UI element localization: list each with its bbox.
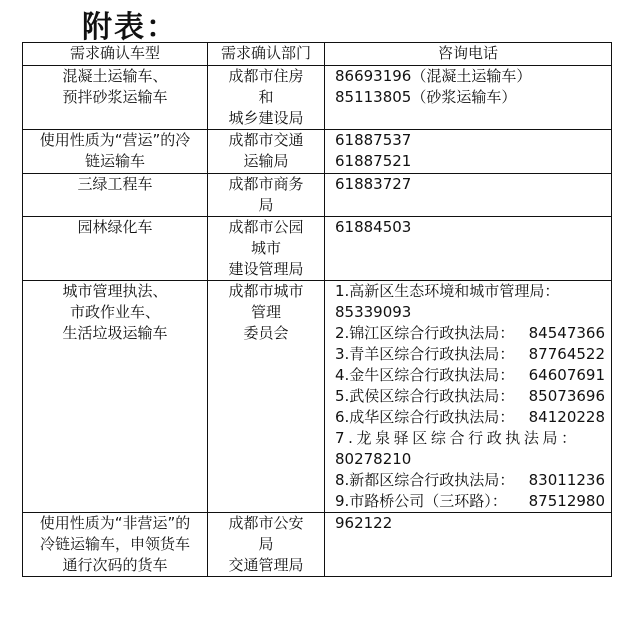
phone-number: 61883727 — [335, 175, 412, 193]
table-row — [23, 217, 612, 281]
department-line: 管理 — [250, 303, 281, 321]
phone-cell — [325, 66, 612, 130]
vehicle-type-line: 生活垃圾运输车 — [62, 324, 168, 342]
department-cell — [208, 513, 325, 577]
vehicle-type-cell — [23, 66, 208, 130]
vehicle-type-cell — [23, 513, 208, 577]
contact-name: 1.高新区生态环境和城市管理局： — [335, 282, 560, 300]
contact-name: 3.青羊区综合行政执法局： — [335, 345, 515, 363]
department-line: 局 — [258, 535, 274, 553]
department-line: 成都市住房 — [228, 67, 304, 85]
phone-cell — [325, 130, 612, 174]
vehicle-type-line: 链运输车 — [84, 152, 145, 170]
department-line: 委员会 — [243, 324, 289, 342]
phone-number: 61887537 — [335, 131, 412, 149]
phone-cell — [325, 281, 612, 513]
header-vehicle-type: 需求确认车型 — [23, 43, 208, 66]
contact-name: 5.武侯区综合行政执法局： — [335, 387, 515, 405]
department-cell — [208, 66, 325, 130]
header-phone: 咨询电话 — [325, 43, 612, 66]
page-title: 附表： — [82, 10, 178, 45]
vehicle-type-cell — [23, 281, 208, 513]
department-line: 成都市商务 — [228, 175, 304, 193]
phone-number: 61887521 — [335, 152, 412, 170]
department-line: 局 — [258, 196, 274, 214]
contact-line — [335, 365, 605, 386]
contact-line — [335, 491, 605, 512]
contact-phone: 80278210 — [335, 450, 412, 468]
header-department: 需求确认部门 — [208, 43, 325, 66]
department-line: 成都市交通 — [228, 131, 304, 149]
department-cell — [208, 174, 325, 217]
phone-cell — [325, 174, 612, 217]
phone-number: 86693196（混凝土运输车） — [335, 67, 532, 85]
vehicle-type-line: 三绿工程车 — [77, 175, 153, 193]
contact-phone: 87512980 — [528, 492, 605, 510]
contact-line — [335, 323, 605, 344]
vehicle-type-line: 城市管理执法、 — [62, 282, 168, 300]
contact-line — [335, 386, 605, 407]
vehicle-type-line: 预拌砂浆运输车 — [62, 88, 168, 106]
contact-name: 8.新都区综合行政执法局： — [335, 471, 515, 489]
contact-phone: 84547366 — [528, 324, 605, 342]
department-line: 成都市城市 — [228, 282, 304, 300]
department-line: 建设管理局 — [228, 260, 304, 278]
contact-phone: 85073696 — [528, 387, 605, 405]
contact-phone: 83011236 — [528, 471, 605, 489]
department-line: 成都市公园 — [228, 218, 304, 236]
vehicle-type-cell — [23, 174, 208, 217]
department-line: 和 — [258, 88, 274, 106]
contact-phone: 87764522 — [528, 345, 605, 363]
department-cell — [208, 130, 325, 174]
phone-cell — [325, 217, 612, 281]
vehicle-type-line: 使用性质为“非营运”的 — [39, 514, 191, 532]
contact-name: 6.成华区综合行政执法局： — [335, 408, 515, 426]
department-line: 交通管理局 — [228, 556, 304, 574]
contact-line — [335, 344, 605, 365]
contact-line — [335, 470, 605, 491]
table-row — [23, 130, 612, 174]
table-row — [23, 66, 612, 130]
vehicle-type-cell — [23, 217, 208, 281]
phone-number: 962122 — [335, 514, 393, 532]
contact-line — [335, 407, 605, 428]
header-row — [23, 43, 612, 66]
department-cell — [208, 281, 325, 513]
vehicle-type-line: 混凝土运输车、 — [62, 67, 168, 85]
contact-phone: 64607691 — [528, 366, 605, 384]
phone-number: 61884503 — [335, 218, 412, 236]
vehicle-type-line: 冷链运输车，申领货车 — [39, 535, 190, 553]
department-line: 成都市公安 — [228, 514, 304, 532]
vehicle-type-line: 园林绿化车 — [77, 218, 153, 236]
contact-name: 2.锦江区综合行政执法局： — [335, 324, 515, 342]
contact-name: 7.龙泉驿区综合行政执法局： — [335, 429, 580, 447]
vehicle-type-cell — [23, 130, 208, 174]
vehicle-type-line: 市政作业车、 — [69, 303, 160, 321]
department-line: 城乡建设局 — [228, 109, 304, 127]
department-line: 城市 — [250, 239, 281, 257]
table-row — [23, 174, 612, 217]
contact-phone: 84120228 — [528, 408, 605, 426]
table-row — [23, 281, 612, 513]
department-line: 运输局 — [243, 152, 289, 170]
contact-name: 4.金牛区综合行政执法局： — [335, 366, 515, 384]
vehicle-type-line: 通行次码的货车 — [62, 556, 168, 574]
phone-number: 85113805（砂浆运输车） — [335, 88, 517, 106]
contact-phone: 85339093 — [335, 303, 412, 321]
vehicle-type-line: 使用性质为“营运”的冷 — [39, 131, 191, 149]
table-row — [23, 513, 612, 577]
contact-name: 9.市路桥公司（三环路）： — [335, 492, 507, 510]
department-cell — [208, 217, 325, 281]
phone-cell — [325, 513, 612, 577]
contact-table — [22, 42, 612, 577]
